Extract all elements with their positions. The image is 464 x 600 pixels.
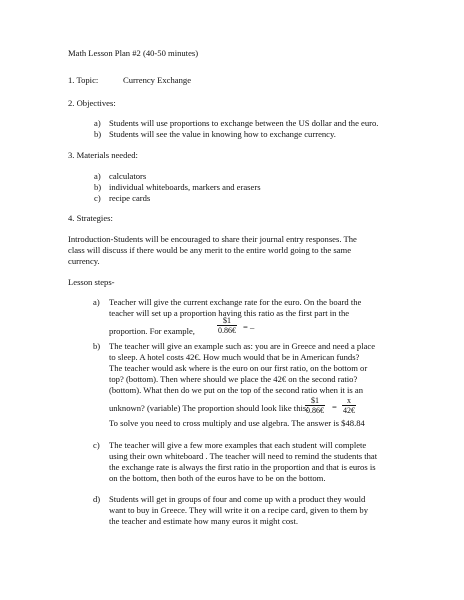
- strategies-intro-line-3: currency.: [68, 256, 100, 266]
- material-marker-a: a): [94, 171, 101, 181]
- step-b-line-4: top? (bottom). Then where should we place the 42€ on the second ratio?: [109, 374, 358, 384]
- material-text-a: calculators: [109, 171, 147, 181]
- materials-heading: 3. Materials needed:: [68, 150, 138, 160]
- step-b-fraction-left-denominator: 0.86€: [306, 406, 324, 415]
- step-d-line-3: the teacher and estimate how many euros it might cost.: [109, 516, 299, 526]
- objective-marker-a: a): [94, 118, 101, 128]
- step-b-line-6: unknown? (variable) The proportion should look like this:: [109, 403, 309, 413]
- material-text-b: individual whiteboards, markers and erasers: [109, 182, 261, 192]
- step-a-fraction-numerator: $1: [217, 316, 237, 326]
- step-d-line-2: want to buy in Greece. They will write it on a recipe card, given to them by: [109, 505, 369, 515]
- step-b-fraction-right-denominator: 42€: [343, 406, 355, 415]
- step-b-fraction-right-numerator: x: [342, 396, 356, 406]
- step-b-equals-sign: =: [332, 402, 337, 412]
- step-a-fraction-denominator: 0.86€: [218, 326, 236, 335]
- objective-marker-b: b): [94, 129, 102, 139]
- step-d-line-1: Students will get in groups of four and come up with a product they would: [109, 494, 366, 504]
- topic-label: 1. Topic:: [68, 75, 99, 85]
- step-b-line-3: The teacher would ask where is the euro on our first ratio, on the bottom or: [109, 363, 368, 373]
- strategies-intro-line-2: class will discuss if there would be any merit to the entire world going to the same: [68, 245, 352, 255]
- step-b-line-2: to sleep. A hotel costs 42€. How much would that be in American funds?: [109, 352, 360, 362]
- step-a-marker: a): [93, 297, 100, 307]
- step-d-marker: d): [93, 494, 101, 504]
- strategies-heading: 4. Strategies:: [68, 213, 113, 223]
- step-b-line-5: (bottom). What then do we put on the top of the second ratio when it is an: [109, 385, 364, 395]
- material-marker-c: c): [94, 193, 101, 203]
- lesson-steps-heading: Lesson steps-: [68, 277, 115, 287]
- objective-text-b: Students will see the value in knowing how to exchange currency.: [109, 129, 336, 139]
- step-b-fraction-right: [342, 396, 356, 415]
- step-b-fraction-left: [305, 396, 325, 415]
- step-c-line-1: The teacher will give a few more examples that each student will complete: [109, 440, 367, 450]
- step-b-line-7: To solve you need to cross multiply and use algebra. The answer is $48.84: [109, 418, 365, 428]
- step-c-line-3: the exchange rate is always the first ratio in the proportion and that is euros is: [109, 462, 376, 472]
- step-c-line-4: on the bottom, then both of the euros have to be on the bottom.: [109, 473, 326, 483]
- topic-value: Currency Exchange: [123, 75, 192, 85]
- step-c-marker: c): [93, 440, 100, 450]
- step-b-marker: b): [93, 341, 101, 351]
- objective-text-a: Students will use proportions to exchange between the US dollar and the euro.: [109, 118, 379, 128]
- step-b-fraction-left-numerator: $1: [305, 396, 325, 406]
- document-title: Math Lesson Plan #2 (40-50 minutes): [68, 48, 199, 58]
- objectives-heading: 2. Objectives:: [68, 98, 116, 108]
- step-c-line-2: using their own whiteboard . The teacher will need to remind the students that: [109, 451, 378, 461]
- material-marker-b: b): [94, 182, 102, 192]
- step-a-line-3: proportion. For example,: [109, 326, 195, 336]
- step-a-fraction-tail: = –: [243, 322, 255, 332]
- step-a-fraction: [217, 316, 237, 335]
- step-b-line-1: The teacher will give an example such as: you are in Greece and need a place: [109, 341, 376, 351]
- step-a-line-2: teacher will set up a proportion having this ratio as the first part in the: [109, 308, 350, 318]
- material-text-c: recipe cards: [109, 193, 151, 203]
- step-a-line-1: Teacher will give the current exchange rate for the euro. On the board the: [109, 297, 362, 307]
- strategies-intro-line-1: Introduction-Students will be encouraged to share their journal entry responses. The: [68, 234, 357, 244]
